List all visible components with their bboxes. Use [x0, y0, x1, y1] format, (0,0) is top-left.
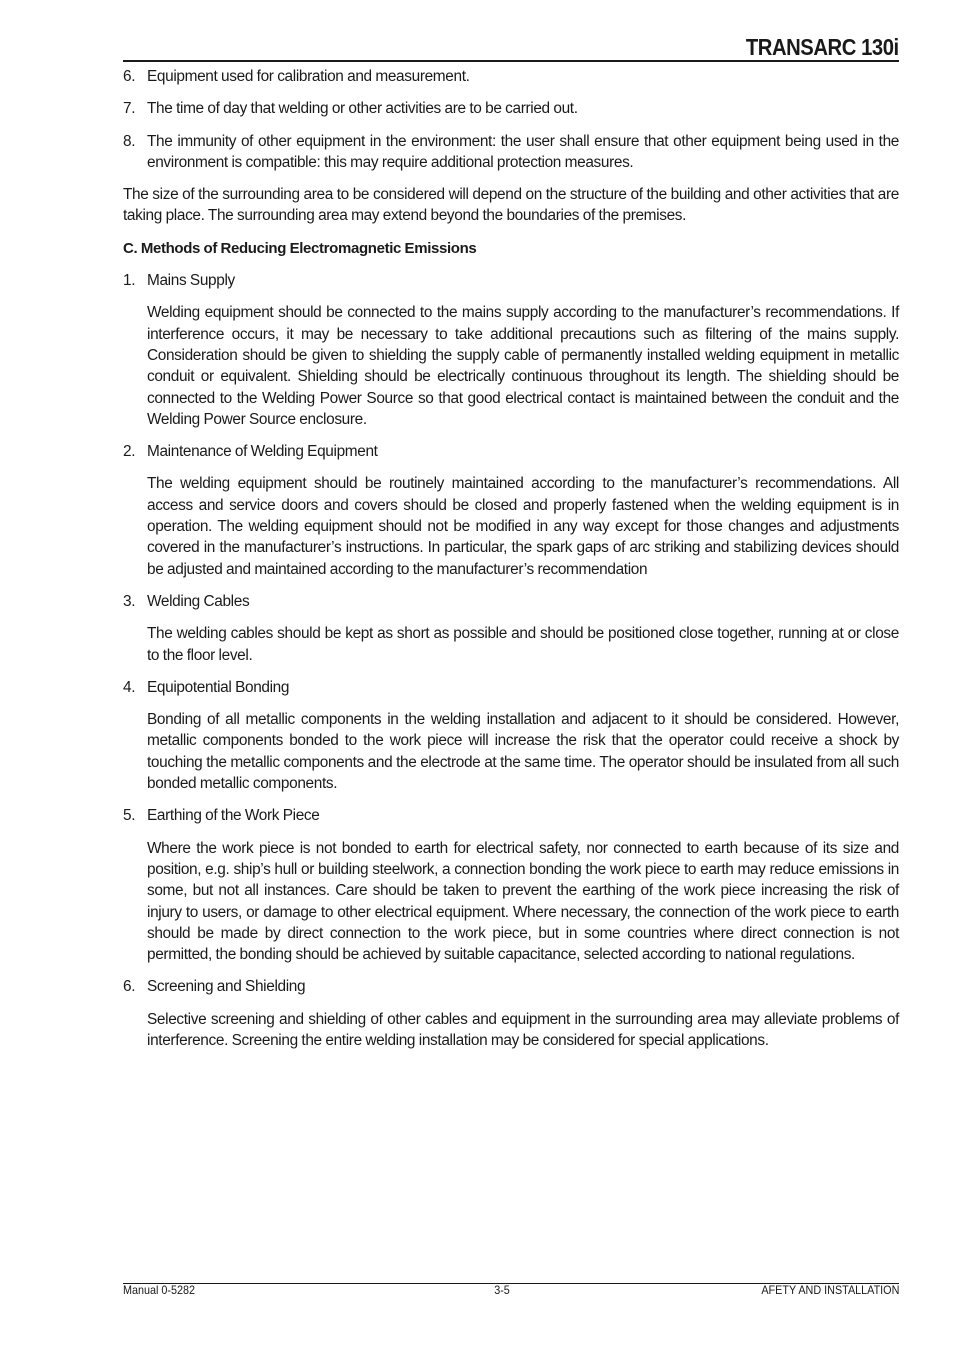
list-item-text: The immunity of other equipment in the environment: the user shall ensure that other equipment being used in the environment is compatible: this may require additional protection measures. [147, 132, 899, 171]
header-divider [123, 60, 899, 62]
list-item-number: 3. [123, 592, 136, 610]
method-body: The welding equipment should be routinely maintained according to the manufacturer’s recommendations. All access and service doors and covers should be closed and properly fastened when the welding equipment is in operation. The welding equipment should not be modified in any way except for those changes and adjustments covered in the manufacturer’s instructions. In particular, the spark gaps of arc striking and stabilizing devices should be adjusted and maintained according to the manufacturer’s recommendation [147, 475, 899, 578]
method-title: Screening and Shielding [147, 978, 306, 996]
method-item-equipotential-bonding [123, 677, 899, 698]
list-item-number: 4. [123, 678, 136, 696]
list-item-number: 1. [123, 272, 136, 290]
method-item-welding-cables [123, 591, 899, 612]
method-body: Selective screening and shielding of other cables and equipment in the surrounding area may alleviate problems of interference. Screening the entire welding installation may be considered for special applications. [147, 1010, 899, 1049]
method-item-mains-supply [123, 270, 899, 291]
list-item [123, 66, 899, 87]
method-body: Where the work piece is not bonded to earth for electrical safety, nor connected to earth because of its size and position, e.g. ship’s hull or building steelwork, a connection bonding the work piece to earth may reduce emissions in some, but not all instances. Care should be taken to prevent the earthing of the work piece increasing the risk of injury to users, or damage to other electrical equipment. Where necessary, the connection of the work piece to earth should be made by direct connection to the work piece, but in some countries where direct connection is not permitted, the bonding should be achieved by suitable capacitance, selected according to national regulations. [147, 839, 899, 964]
list-item-number: 8. [123, 132, 136, 150]
document-body [123, 66, 899, 1062]
method-item-earthing [123, 805, 899, 826]
page-header-title: TRANSARC 130i [746, 34, 899, 60]
section-heading: C. Methods of Reducing Electromagnetic Emissions [123, 239, 477, 257]
list-item-number: 5. [123, 807, 136, 825]
list-item-number: 2. [123, 443, 136, 461]
method-body: The welding cables should be kept as short as possible and should be positioned close together, running at or close to the floor level. [147, 625, 899, 664]
list-item [123, 98, 899, 119]
method-title: Maintenance of Welding Equipment [147, 443, 378, 461]
method-title: Equipotential Bonding [147, 678, 290, 696]
list-item [123, 131, 899, 174]
list-item-text: Equipment used for calibration and measurement. [147, 68, 470, 85]
footer-page-number: 3-5 [494, 1283, 510, 1297]
list-item-text: The time of day that welding or other activities are to be carried out. [147, 100, 578, 118]
list-item-number: 7. [123, 100, 136, 118]
method-title: Mains Supply [147, 272, 235, 290]
method-item-maintenance [123, 441, 899, 462]
list-item-number: 6. [123, 68, 136, 85]
method-item-screening [123, 976, 899, 997]
footer-manual-number: Manual 0-5282 [123, 1283, 196, 1297]
method-body: Welding equipment should be connected to the mains supply according to the manufacturer’s recommendations. If interference occurs, it may be necessary to take additional precautions such as filtering of the mains supply. Consideration should be given to shielding the supply cable of permanently installed welding equipment in metallic conduit or equivalent. Shielding should be electrically continuous throughout its length. The shielding should be connected to the Welding Power Source so that good electrical contact is maintained between the conduit and the Welding Power Source enclosure. [147, 304, 899, 428]
method-title: Welding Cables [147, 592, 250, 610]
method-body: Bonding of all metallic components in the welding installation and adjacent to it should be considered. However, metallic components bonded to the work piece will increase the risk that the operator could receive a shock by touching the metallic components and the electrode at the same time. The operator should be insulated from all such bonded metallic components. [147, 711, 899, 793]
list-item-number: 6. [123, 978, 136, 996]
footer-section-name: AFETY AND INSTALLATION [760, 1283, 899, 1297]
surrounding-area-paragraph: The size of the surrounding area to be considered will depend on the structure of the building and other activities that are taking place. The surrounding area may extend beyond the boundaries of the premises. [123, 186, 899, 225]
method-title: Earthing of the Work Piece [147, 807, 320, 825]
